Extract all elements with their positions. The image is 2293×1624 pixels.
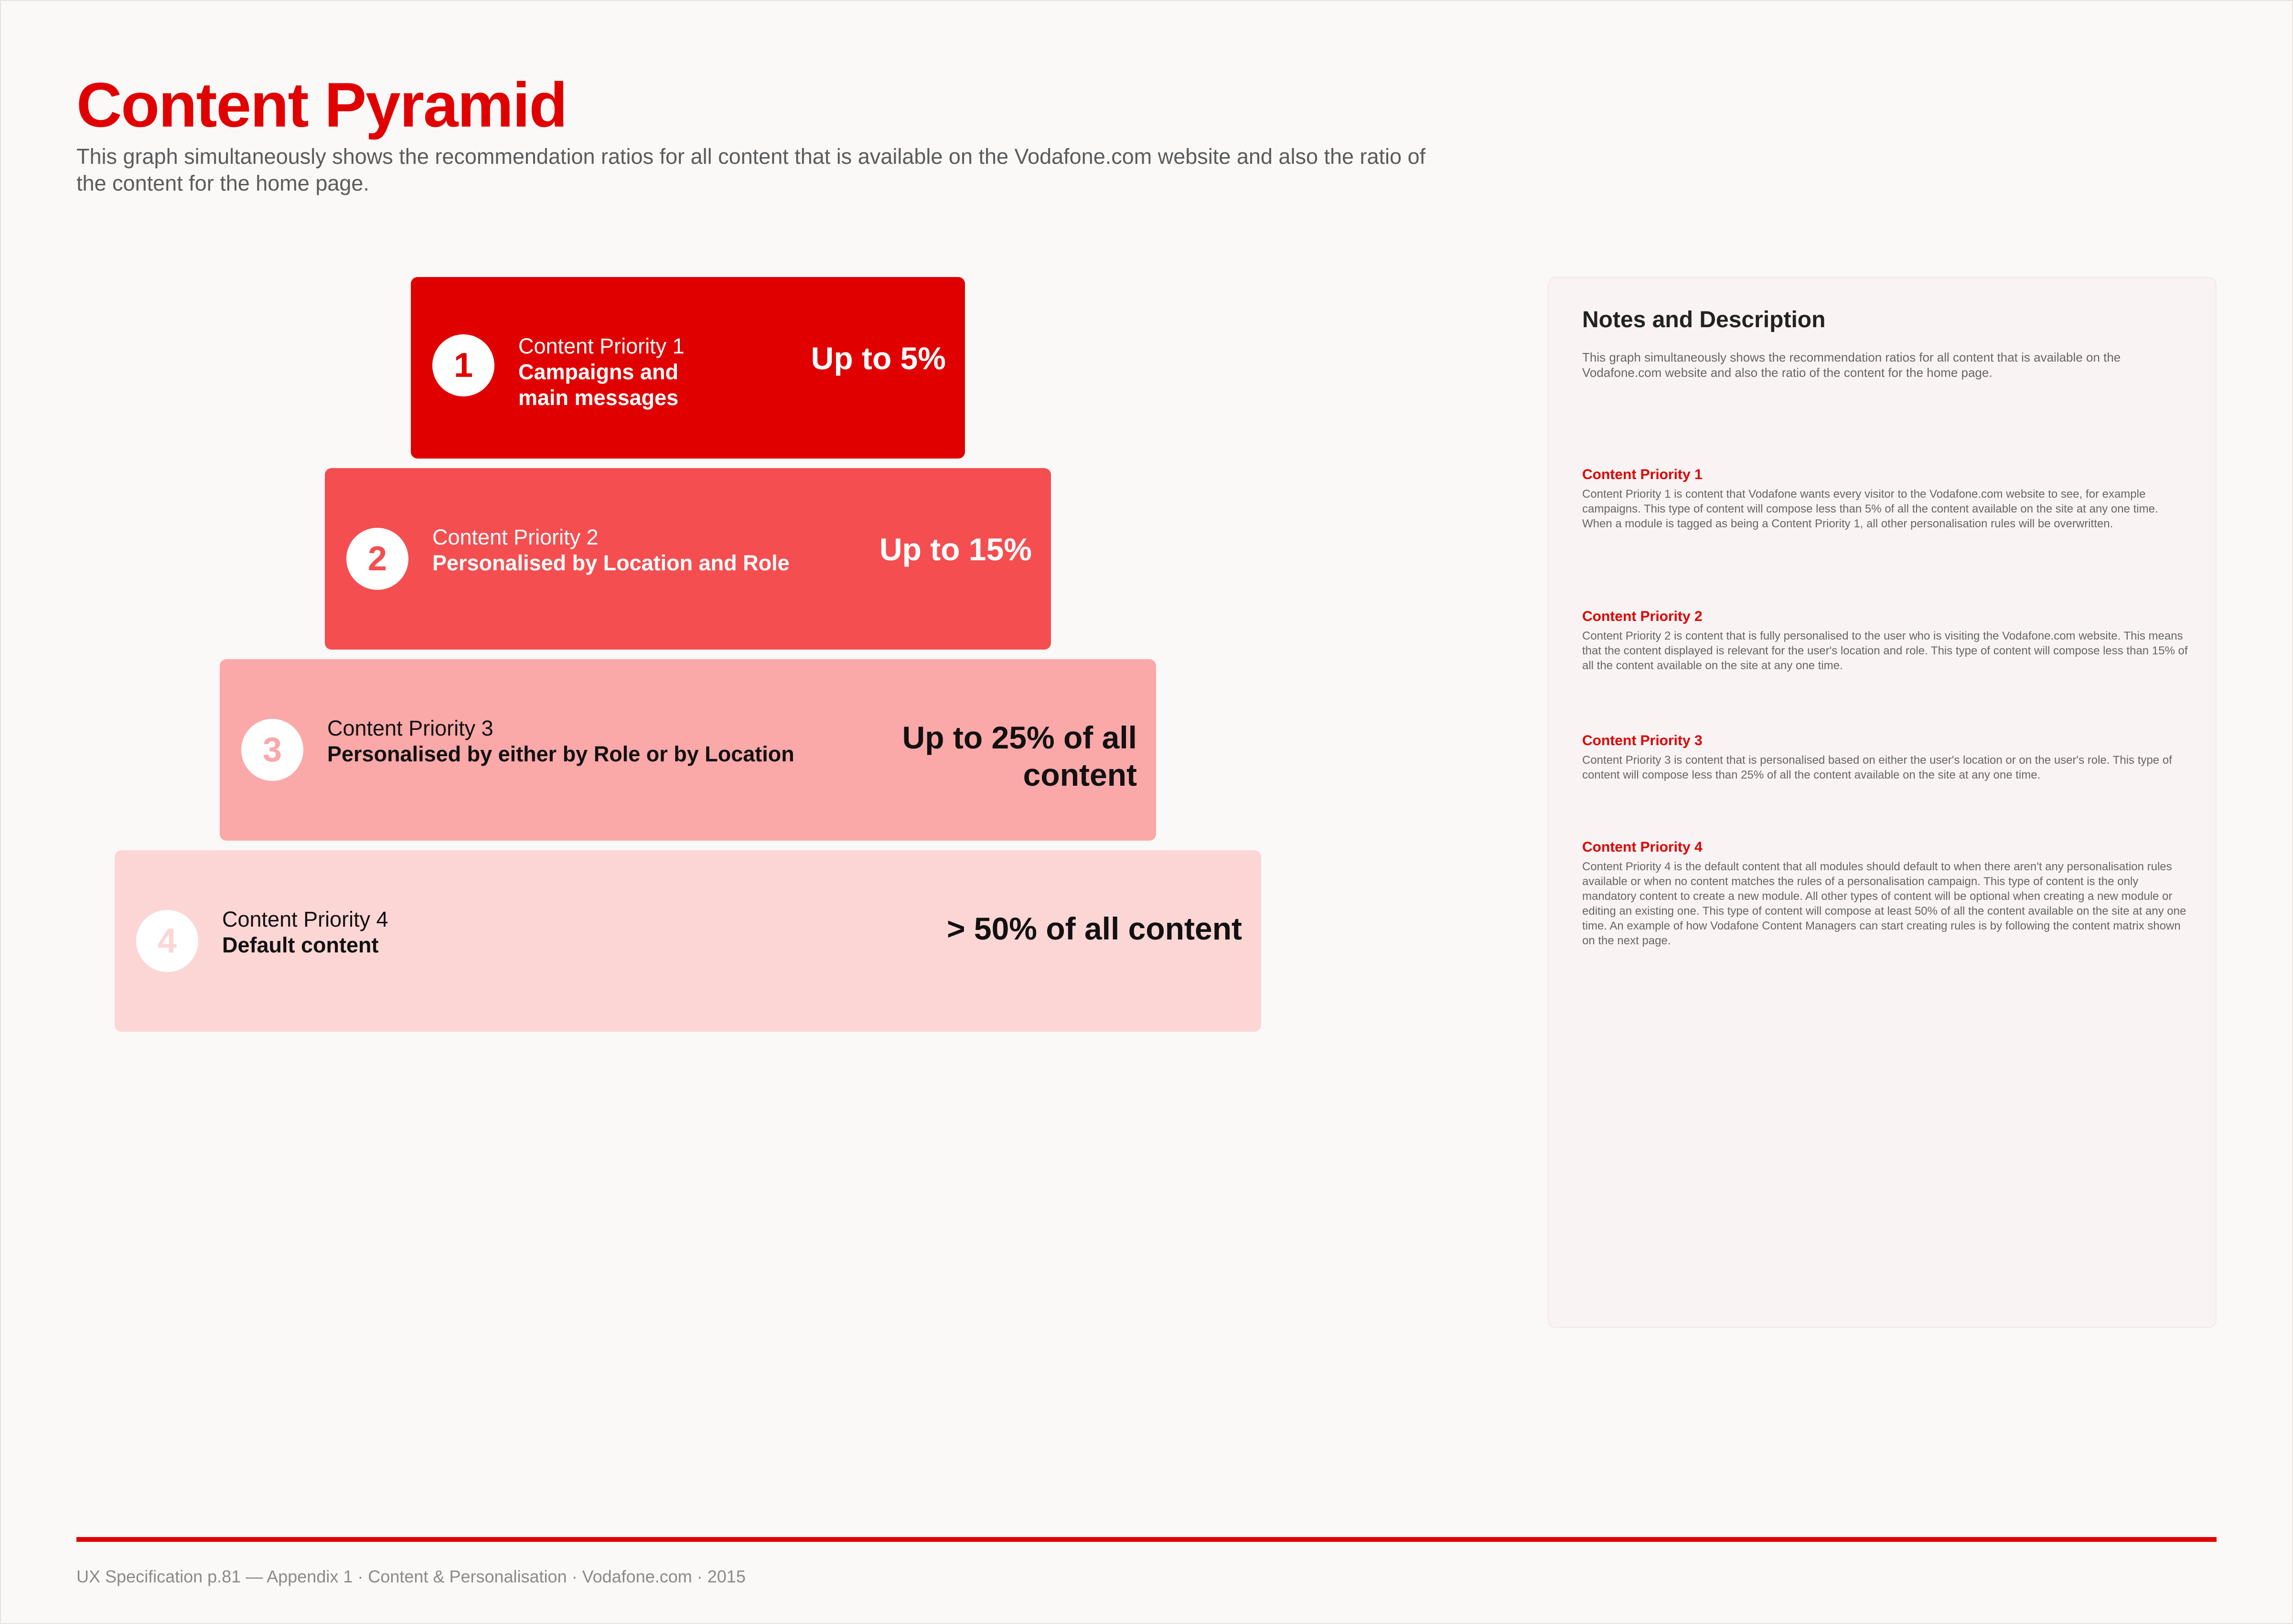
tier-label — [222, 907, 388, 958]
note-priority-4 — [1582, 839, 2189, 948]
tier-ratio: Up to 15% — [879, 532, 1032, 567]
tier-label — [327, 716, 794, 767]
tier-description-line: main messages — [518, 385, 679, 410]
tier-description-line: Personalised by either by Role or by Location — [327, 742, 794, 766]
pyramid-tier-3 — [220, 659, 1156, 841]
tier-label — [432, 524, 790, 576]
page-title: Content Pyramid — [76, 70, 567, 140]
tier-title: Content Priority 1 — [518, 334, 685, 358]
tier-title: Content Priority 3 — [327, 716, 493, 740]
tier-ratio: Up to 5% — [811, 341, 946, 376]
tier-number-badge: 2 — [346, 528, 408, 590]
note-heading: Content Priority 3 — [1582, 733, 1703, 748]
footer-divider — [76, 1537, 2217, 1542]
tier-number-badge: 3 — [241, 719, 303, 781]
note-body: Content Priority 3 is content that is personalised based on either the user's location or on the user's role. This type of content will compose less than 25% of all the content available on the site at any one time. — [1582, 754, 2172, 781]
tier-description-line: Campaigns and — [518, 360, 679, 384]
note-priority-1 — [1582, 467, 2189, 531]
footer-caption: UX Specification p.81 — Appendix 1 · Content & Personalisation · Vodafone.com · 2015 — [76, 1567, 746, 1586]
note-heading: Content Priority 2 — [1582, 609, 1703, 624]
tier-description-line: Default content — [222, 933, 379, 957]
tier-title: Content Priority 4 — [222, 907, 388, 931]
tier-label — [518, 333, 685, 411]
note-priority-3 — [1582, 733, 2189, 782]
notes-title: Notes and Description — [1582, 307, 1826, 332]
note-body: Content Priority 1 is content that Vodafone wants every visitor to the Vodafone.com website to see, for example campaigns. This type of content will compose less than 5% of all the content available on the site at any one time. When a module is tagged as being a Content Priority 1, all other personalisation rules will be overwritten. — [1582, 488, 2158, 530]
note-heading: Content Priority 1 — [1582, 467, 1703, 482]
pyramid-tier-2 — [325, 468, 1051, 650]
tier-title: Content Priority 2 — [432, 525, 599, 549]
tier-ratio: > 50% of all content — [947, 911, 1242, 946]
note-heading: Content Priority 4 — [1582, 839, 1703, 855]
pyramid-tier-1 — [411, 277, 965, 459]
note-body: Content Priority 4 is the default content that all modules should default to when there aren't any personalisation rules available or when no content matches the rules of a personalisation campaign. This type of content is the only mandatory content to create a new module. All other types of content will be optional when creating a new module or editing an existing one. This type of content will compose at least 50% of all the content available on the site at any one time. An example of how Vodafone Content Managers can start creating rules is by following the content matrix shown on the next page. — [1582, 860, 2186, 947]
tier-ratio: Up to 25% of all content — [902, 720, 1137, 792]
page-subtitle: This graph simultaneously shows the recommendation ratios for all content that is available on the Vodafone.com website and also the ratio of the content for the home page. — [76, 144, 1426, 195]
note-body: Content Priority 2 is content that is fully personalised to the user who is visiting the Vodafone.com website. This means that the content displayed is relevant for the user's location and role. This type of content will compose less than 15% of all the content available on the site at any one time. — [1582, 630, 2188, 672]
pyramid-tier-4 — [115, 850, 1261, 1032]
notes-panel — [1548, 277, 2217, 1328]
note-priority-2 — [1582, 609, 2189, 673]
tier-number-badge: 1 — [432, 334, 494, 396]
tier-number-badge: 4 — [136, 910, 198, 972]
notes-intro: This graph simultaneously shows the recommendation ratios for all content that is available on the Vodafone.com website and also the ratio of the content for the home page. — [1582, 350, 2121, 380]
tier-description-line: Personalised by Location and Role — [432, 551, 790, 575]
